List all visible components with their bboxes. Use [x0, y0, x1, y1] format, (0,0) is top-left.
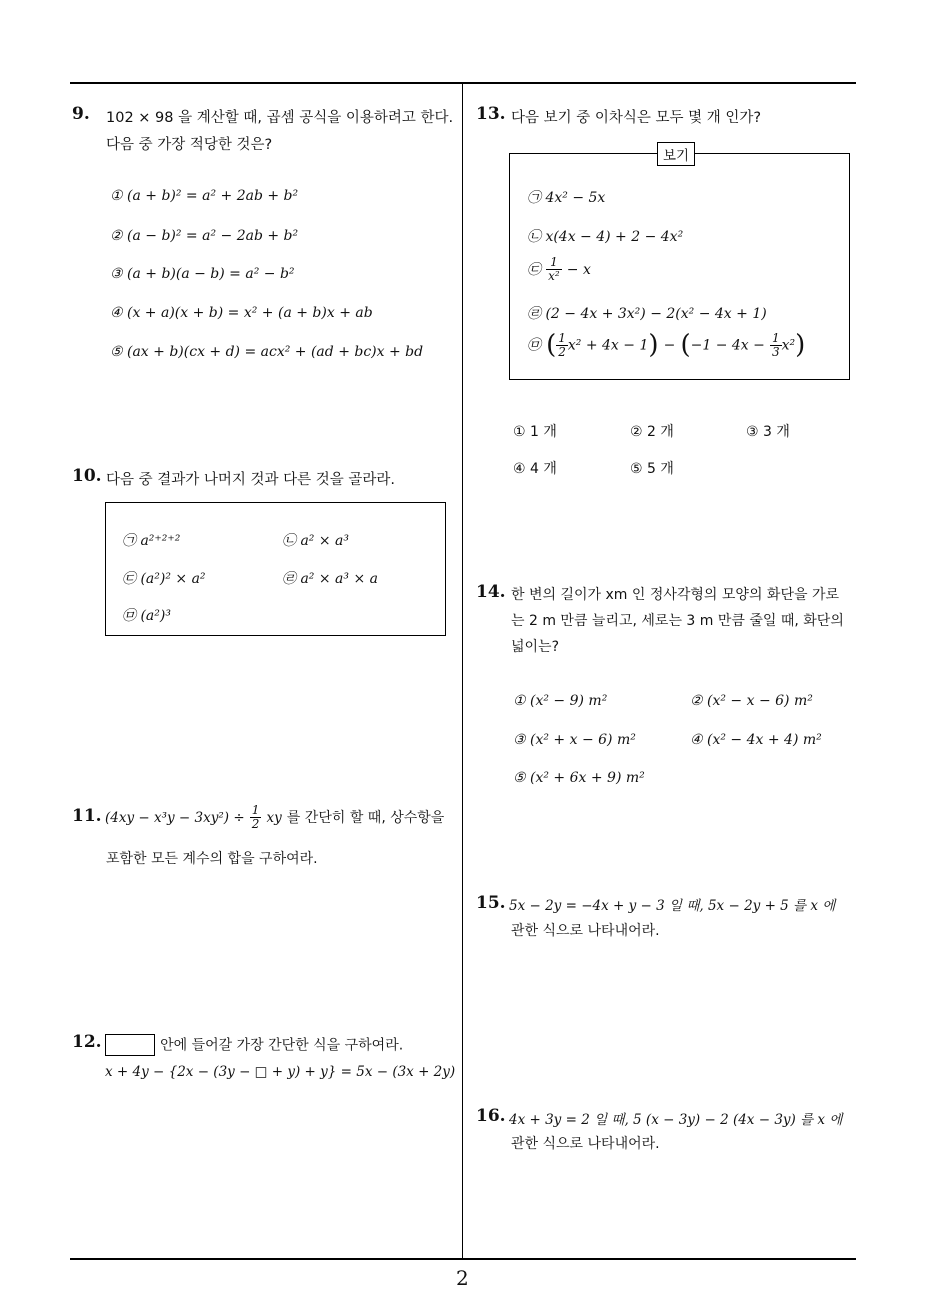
column-divider: [462, 82, 463, 1260]
choice-e: ㉤ (a²)³: [122, 608, 171, 624]
example-item-e: ㉤ ( $\frac{1}{2}$ x² + 4x − 1) − (−1 − 4x − $\frac{1}{3}$ x²): [527, 330, 806, 360]
question-number: 15.: [476, 893, 506, 913]
question-text-line1: 5x − 2y = −4x + y − 3 일 때, 5x − 2y + 5 를 x 에: [509, 898, 836, 914]
question-line1: [105, 1034, 403, 1056]
answer-blank-box: [105, 1034, 155, 1056]
option-1[interactable]: ① (a + b)² = a² + 2ab + b²: [110, 188, 299, 204]
question-text-line1: 한 변의 길이가 xm 인 정사각형의 모양의 화단을 가로: [511, 587, 840, 603]
question-text-line2: 포함한 모든 계수의 합을 구하여라.: [106, 851, 318, 867]
option-4[interactable]: ④ (x + a)(x + b) = x² + (a + b)x + ab: [110, 305, 373, 321]
question-text: 다음 보기 중 이차식은 모두 몇 개 인가?: [511, 110, 762, 126]
answer-option-2[interactable]: ② 2 개: [630, 424, 674, 440]
option-1[interactable]: ① (x² − 9) m²: [513, 693, 608, 709]
page-number: 2: [456, 1266, 469, 1290]
answer-option-5[interactable]: ⑤ 5 개: [630, 461, 674, 477]
question-number: 9.: [72, 104, 90, 124]
question-text-line2: 다음 중 가장 적당한 것은?: [106, 137, 273, 153]
expression-xy: xy: [266, 810, 282, 826]
option-5[interactable]: ⑤ (x² + 6x + 9) m²: [513, 770, 645, 786]
option-2[interactable]: ② (x² − x − 6) m²: [690, 693, 813, 709]
example-item-b: ㉡ x(4x − 4) + 2 − 4x²: [527, 229, 684, 245]
question-number: 16.: [476, 1106, 506, 1126]
equation: x + 4y − {2x − (3y − □ + y) + y} = 5x − (3x + 2y): [105, 1064, 456, 1080]
fraction-half: $\frac{1}{2}$: [251, 803, 260, 831]
option-2[interactable]: ② (a − b)² = a² − 2ab + b²: [110, 228, 299, 244]
question-text-line1: 를 간단히 할 때, 상수항을: [286, 810, 445, 826]
choice-b: ㉡ a² × a³: [282, 533, 349, 549]
option-4[interactable]: ④ (x² − 4x + 4) m²: [690, 732, 822, 748]
bottom-rule: [70, 1258, 856, 1260]
question-text-line2: 관한 식으로 나타내어라.: [511, 923, 660, 939]
example-item-d: ㉣ (2 − 4x + 3x²) − 2(x² − 4x + 1): [527, 306, 767, 322]
question-text-line1: 102 × 98 을 계산할 때, 곱셈 공식을 이용하려고 한다.: [106, 110, 454, 126]
choice-a: ㉠ a²⁺²⁺²: [122, 533, 181, 549]
example-box-label: 보기: [657, 142, 695, 166]
example-item-a: ㉠ 4x² − 5x: [527, 190, 606, 206]
question-number: 14.: [476, 582, 506, 602]
question-number: 12.: [72, 1032, 102, 1052]
question-text-line3: 넓이는?: [511, 639, 560, 655]
question-text-line2: 는 2 m 만큼 늘리고, 세로는 3 m 만큼 줄일 때, 화단의: [511, 613, 844, 629]
question-text: 다음 중 결과가 나머지 것과 다른 것을 골라라.: [106, 472, 395, 488]
option-3[interactable]: ③ (a + b)(a − b) = a² − b²: [110, 266, 295, 282]
answer-option-3[interactable]: ③ 3 개: [746, 424, 790, 440]
question-number: 11.: [72, 806, 102, 826]
fraction-one-over-x2: $\frac{1}{\text{x²}}$: [548, 255, 560, 283]
question-text: 안에 들어갈 가장 간단한 식을 구하여라.: [160, 1037, 404, 1054]
answer-option-4[interactable]: ④ 4 개: [513, 461, 557, 477]
question-number: 13.: [476, 104, 506, 124]
question-number: 10.: [72, 466, 102, 486]
question-line1: [105, 804, 444, 831]
option-3[interactable]: ③ (x² + x − 6) m²: [513, 732, 636, 748]
question-text-line1: 4x + 3y = 2 일 때, 5 (x − 3y) − 2 (4x − 3y) 를 x 에: [509, 1112, 843, 1128]
example-item-c: ㉢ $\frac{1}{\text{x²}}$ − x: [527, 255, 591, 283]
answer-option-1[interactable]: ① 1 개: [513, 424, 557, 440]
expression: (4xy − x³y − 3xy²) ÷: [105, 810, 245, 826]
choice-c: ㉢ (a²)² × a²: [122, 571, 206, 587]
question-text-line2: 관한 식으로 나타내어라.: [511, 1136, 660, 1152]
choice-d: ㉣ a² × a³ × a: [282, 571, 378, 587]
option-5[interactable]: ⑤ (ax + b)(cx + d) = acx² + (ad + bc)x + bd: [110, 344, 424, 360]
